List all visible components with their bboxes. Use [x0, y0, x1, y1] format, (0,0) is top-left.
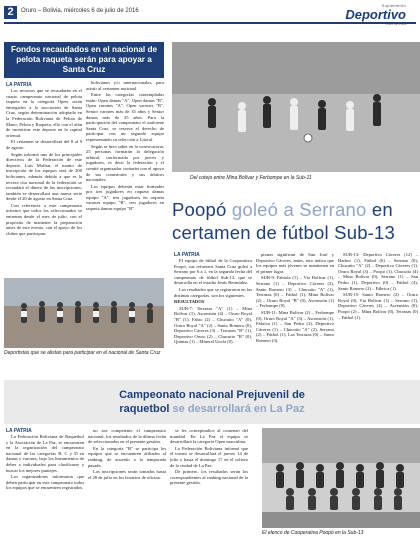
paragraph: El certamen se desarrollará del 8 al 9 de agosto. — [6, 139, 82, 150]
article2-headline — [172, 198, 420, 244]
article3-title-band — [4, 380, 420, 424]
paragraph: SUB-11: Mina Bolívar (2) – Ferbompe (0), Oruro Royal "A" (3) – Ascensión (1), Fábrica (1) – San Pedro (2), Deportivo Cáceres (1) – Chucuito "A" (2), Serrano (2) – Fútbol (1), Las Terrazas (0) – Santo Romero (3). — [256, 309, 334, 343]
article3-col3 — [170, 428, 248, 542]
page-number: 2 — [4, 6, 17, 19]
article2-team-photo-caption: El elenco de Cooperativa Poopó en la Sub-13 — [262, 530, 364, 536]
header-rule — [4, 22, 416, 24]
article1-photo-caption: Deportistas que se alistan para participar en el nacional de Santa Cruz — [4, 350, 161, 356]
paragraph: El equipo de fútbol de la Cooperativa Poopó, sus refuerzos Santa Cruz goleó a Serrano por 6 a 1, en la segunda fecha del campeonato de fútbol Sub-13, que se desarrolla en el estadio Jesús Bermúdez. — [174, 258, 252, 286]
article1-photo — [4, 278, 164, 348]
headline-part-a: Poopó — [172, 199, 232, 220]
paragraph: De primero, los resultados serán los correspondientes al ranking nacional de la presente gestión. — [170, 469, 248, 486]
paragraph: no sea competente el campeonato nacional, los resultados de la última fecha de seleccionados en el presente gestión. — [88, 428, 166, 445]
article1-section: LA PATRIA — [6, 82, 32, 88]
article2-photo-caption: Del cotejo entre Mina Bolívar y Ferbompe en la Sub-11 — [190, 175, 312, 181]
paragraph: Los resultados que se registraron en las distintas categorías, son los siguientes. — [174, 286, 252, 298]
title-part-c: se desarrollará en La Paz — [172, 403, 305, 415]
article2-team-photo — [262, 428, 420, 528]
article2-col2 — [256, 252, 334, 378]
article1-title: Fondos recaudados en el nacional de pelota raqueta serán para apoyar a Santa Cruz — [4, 42, 164, 78]
article2-section: LA PATRIA — [174, 252, 200, 258]
brand-top: Suplemento — [381, 3, 406, 8]
paragraph: se les conceptualice al comenzó del mundial. En La Paz el equipo se desarrollará la categoría Open masculina. — [170, 428, 248, 445]
paragraph: Entre las categorías contempladas están: Open damas "A", Open damas "B", Open varones "A", Open varones "B", Senior varones más de 35 años y Senior damas más de 35 años. Para la participación del campeonato el uniforme Santa Cruz, se reserva el derecho de participar con un segundo equipo representando su selección a Litoral. — [86, 92, 164, 142]
paragraph: pionas significan de Sun José y Deportivo Cáceres, antes, esto indica que los equipos más jóvenes se mantienen en el primer lugar. — [256, 252, 334, 274]
paragraph: Los organizadores informaron que deben participar en este campeonato todos los equipos que se encuentren registrados. — [6, 474, 84, 491]
paragraph: En la categoría "B" se participa los equipos que se encuentren afiliados al ranking, de acuerdo a la temporada pasada. — [88, 445, 166, 468]
article3-title-line2 — [4, 402, 420, 416]
paragraph: Según informó uno de los principales directivos de la Federación de este deporte, Luis Mollan, el monto de inscripción de los equipos será de 200 bolivianos, además debido a que es la tercera cita nacional de la federación se recaudará el dinero de las inscripciones, también se desarrollará una nueva serie desde el 20 de agosto en Santa Cruz. — [6, 151, 82, 202]
article1-col1 — [6, 88, 82, 274]
headline-part-c: en — [366, 199, 393, 220]
paragraph: Con referencia a este campeonato informó que todos los seleccionados se entrenan desde el mes de julio, con el propósito de mantener la preparación antes de este evento, con el apoyo de los clubes que participan. — [6, 202, 82, 236]
article2-col3 — [338, 252, 418, 378]
article3-col1 — [6, 434, 84, 542]
article2-photo — [172, 42, 420, 172]
paragraph: Los equipos deberán estar formados por tres jugadores en raqueta damas equipo "A", tres jugadores en raqueta varones equipo "B", tres jugadores en raqueta damas equipo "B". — [86, 183, 164, 212]
paragraph: SUB-13: Deportivo Cáceres (12) – Harbor (1), Fútbol (6) – Serrano (0), Chucuito "A" (2) – Deportivo Cáceres (1), Oruro Royal (3) – Poopó (1), Chucuito (4) – Mina Bolívar (0), Serrano (1) – San Pedro (1), Deportivo (0) – Fútbol (4), Santo Romero (2) – Fábrica (1). — [338, 252, 418, 291]
article3-title-line1: Campeonato nacional Prejuvenil de — [119, 389, 305, 401]
article1-col2 — [86, 80, 164, 274]
title-part-b: raquetbol — [119, 403, 173, 415]
dateline: Oruro – Bolivia, miércoles 6 de julio de 2016 — [21, 8, 139, 14]
paragraph: La Federación Boliviana de Raquetbol y la Asociación de La Paz, se encuentran en la organización del campeonato nacional de las categorías B, C y D en damas y varones, bajo los lineamientos de deber a individuales para clasificarse y buscar los mejores puntajes. — [6, 434, 84, 473]
article3-section: LA PATRIA — [6, 428, 32, 434]
paragraph: SUB-9: Fabiola (1) – Vía Bolívar (1), Serrano (1) – Deportivo Cáceres (2), Santo Romero (3) – Chucuito "A" (1), Terrazas (0) – Fútbol (1), Mina Bolívar (2) – Oruro Royal "B" (0), Ascensión (1) – Ferbompe (0). — [256, 275, 334, 309]
paragraph: bolivianos y/o internacionales, para asistir al certamen nacional. — [86, 80, 164, 91]
paragraph: RESULTADOS — [174, 299, 205, 305]
article2-col1 — [174, 258, 252, 378]
headline-part-d: certamen de fútbol Sub-13 — [172, 222, 396, 243]
paragraph: SUB-7: Terrazas "A" (1) – Mina Bolívar (1), Ascensión (4) – Oruro Royal "B" (1), Fabio (2) – Chucuito "A" (0), Oruro Royal "A" (2) – Santo Romero (0), Deportivo Cáceres (3) – Terrazas "B" (1), Deportivo Oruro (2) – Chucuito "B" (0), Quintas (1) – Mineral Uncía (0). — [174, 305, 252, 345]
paragraph: Según se hizo saber en la convocatoria, 25 personas formarán la delegación arbitral, conformada por jueces y jugadores, es decir la federación y el comité organizador contarán con el apoyo de sus comisiones y sus árbitros nacionales. — [86, 143, 164, 183]
paragraph: Los recursos que se recaudarán en el cuarto campeonato nacional de pelota raqueta en la categoría Open, serán entregados a la asociación de Santa Cruz, según determinación adoptada en la Federación Boliviana de Pelota de Mano, Pelota y Raqueta, ello con el afán de incentivar este deporte en la capital oriental. — [6, 88, 82, 138]
article3-col2 — [88, 428, 166, 542]
paragraph: Las inscripciones serán tomadas hasta el 28 de julio en los horarios de oficina. — [88, 469, 166, 480]
paragraph: La Federación Boliviana informó que el torneo se desarrollará el jueves 14 de julio y hasta el domingo 17 en el coliseo de la ciudad de La Paz. — [170, 445, 248, 468]
brand-name: Deportivo — [345, 7, 406, 22]
headline-part-b: goleó a Serrano — [231, 199, 367, 220]
paragraph: SUB-15: Santo Romero (2) – Oruro Royal (0), Vía Bolívar (1) – Serrano (1), Deportivo Cáceres (4) – Ascensión (0), Poopó (2) – Mina Bolívar (0), Terrazas (0) – Fútbol (1). — [338, 292, 418, 320]
